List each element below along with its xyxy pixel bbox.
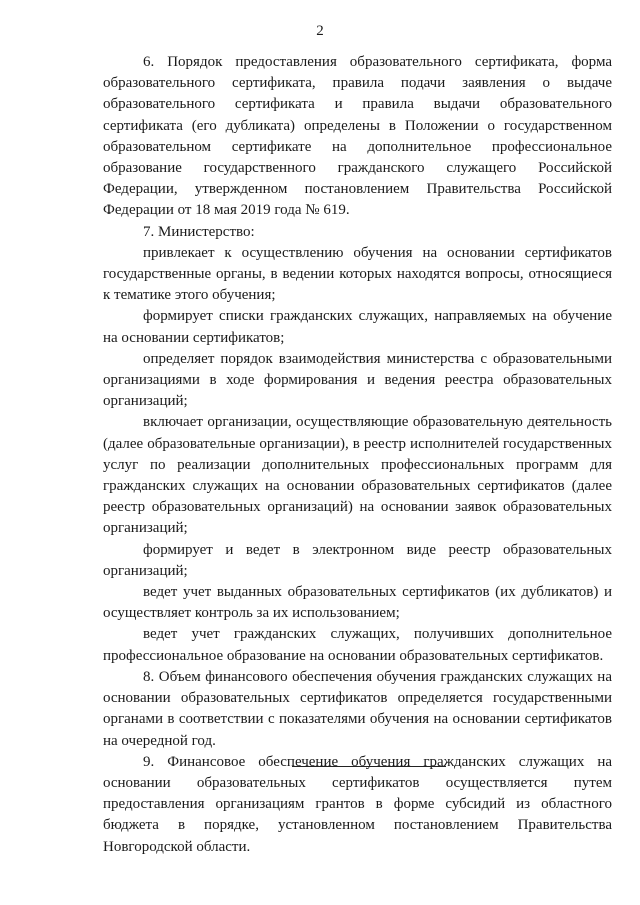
- document-body: [103, 52, 612, 858]
- page-number: 2: [316, 23, 324, 39]
- end-divider-line: [292, 766, 446, 767]
- paragraph-9: 9. Финансовое обеспечение обучения гражданских служащих на основании образовательных сертификатов осуществляется путем предоставления организациям грантов в форме субсидий из областного бюджета в порядке, установленном постановлением Правительства Новгородской области.: [103, 753, 612, 855]
- list-item-maintain-registry: формирует и ведет в электронном виде реестр образовательных организаций;: [103, 541, 612, 579]
- paragraph-6: 6. Порядок предоставления образовательного сертификата, форма образовательного сертификата, правила подачи заявления о выдаче образовательного сертификата и правила выдачи образовательного сертификата (его дубликата) определены в Положении о государственном образовательном сертификате на дополнительное профессиональное образование государственного гражданского служащего Российской Федерации, утвержденном постановлением Правительства Российской Федерации от 18 мая 2019 года № 619.: [103, 54, 612, 219]
- paragraph-8: 8. Объем финансового обеспечения обучения гражданских служащих на основании образовательных сертификатов определяется государственными органами в соответствии с показателями обучения на основании сертификатов на очередной год.: [103, 668, 612, 749]
- list-item-determine-procedure: определяет порядок взаимодействия министерства с образовательными организациями в ходе формирования и ведения реестра образовательных организаций;: [103, 350, 612, 410]
- list-item-record-certificates: ведет учет выданных образовательных сертификатов (их дубликатов) и осуществляет контроль за их использованием;: [103, 584, 612, 622]
- list-item-form-lists: формирует списки гражданских служащих, направляемых на обучение на основании сертификатов;: [103, 308, 612, 346]
- list-item-attract-state-bodies: привлекает к осуществлению обучения на основании сертификатов государственные органы, в ведении которых находятся вопросы, относящиеся к тематике этого обучения;: [103, 244, 612, 304]
- list-item-record-employees: ведет учет гражданских служащих, получивших дополнительное профессиональное образование на основании образовательных сертификатов.: [103, 626, 612, 664]
- list-item-include-organizations: включает организации, осуществляющие образовательную деятельность (далее образовательные организации), в реестр исполнителей государственных услуг по реализации дополнительных профессиональных программ для гражданских служащих на основании образовательных сертификатов (далее реестр образовательных организаций) на основании заявок образовательных организаций;: [103, 414, 612, 537]
- paragraph-7-heading: 7. Министерство:: [143, 223, 255, 240]
